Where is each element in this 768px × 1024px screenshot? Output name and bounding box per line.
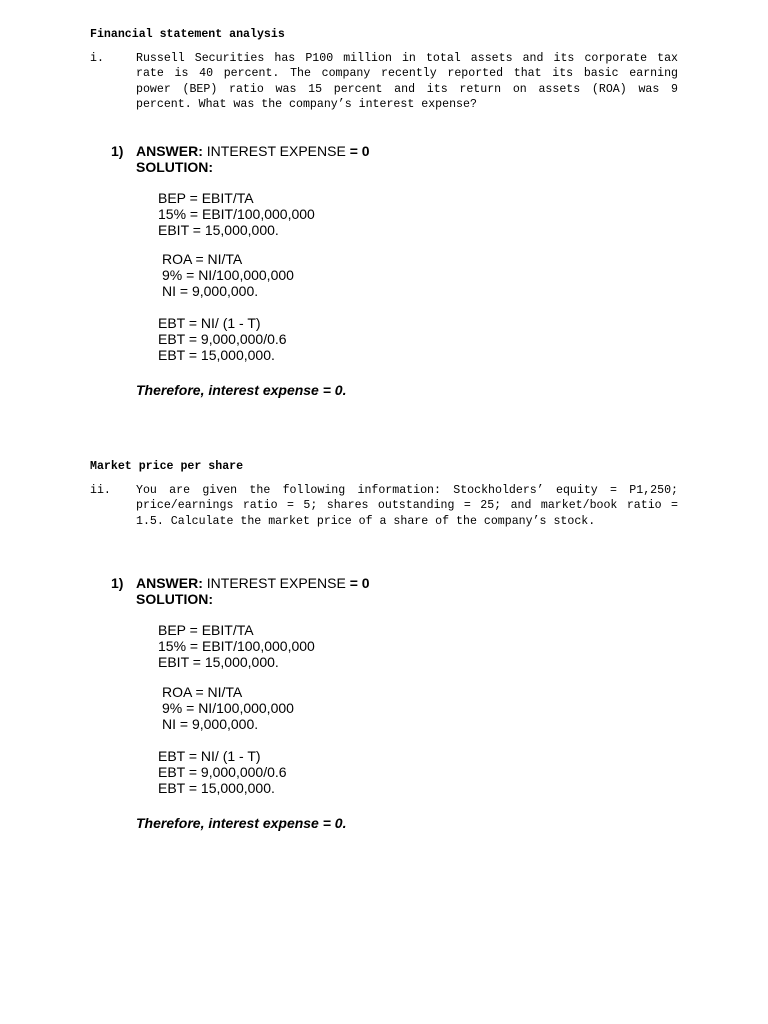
answer-line (111, 576, 370, 592)
equation-line: EBT = NI/ (1 - T) (158, 748, 261, 764)
bep-equations (158, 191, 315, 238)
equation-line: EBIT = 15,000,000. (158, 653, 279, 670)
answer-line (111, 144, 370, 160)
answer-label: ANSWER: (136, 143, 203, 159)
section-heading: Market price per share (90, 460, 244, 473)
equation-line: ROA = NI/TA (162, 251, 243, 267)
roa-equations (162, 685, 294, 732)
question-number: ii. (90, 484, 111, 497)
equation-line: NI = 9,000,000. (162, 282, 259, 299)
conclusion: Therefore, interest expense = 0. (136, 815, 347, 831)
answer-text: INTEREST EXPENSE (206, 143, 346, 159)
equation-line: EBT = 15,000,000. (158, 346, 275, 363)
equation-line: ROA = NI/TA (162, 684, 243, 700)
equation-line: 15% = EBIT/100,000,000 (158, 205, 315, 222)
equation-line: 9% = NI/100,000,000 (162, 699, 294, 716)
bep-equations (158, 623, 315, 670)
ebt-equations (158, 316, 287, 363)
equation-line: EBT = 9,000,000/0.6 (158, 330, 287, 347)
question-text: Russell Securities has P100 million in total assets and its corporate tax rate is 40 percent. The company recently reported that its basic earning power (BEP) ratio was 15 percent and its return on assets (ROA) was 9 percent. What was the company’s interest expense? (136, 52, 678, 112)
answer-value: = 0 (349, 575, 370, 591)
question-number: i. (90, 52, 104, 65)
equation-line: EBT = 9,000,000/0.6 (158, 763, 287, 780)
equation-line: BEP = EBIT/TA (158, 622, 254, 638)
roa-equations (162, 252, 294, 299)
solution-label: SOLUTION: (136, 159, 213, 175)
answer-label: ANSWER: (136, 575, 203, 591)
answer-number: 1) (111, 143, 124, 159)
equation-line: EBT = 15,000,000. (158, 779, 275, 796)
conclusion: Therefore, interest expense = 0. (136, 382, 347, 398)
solution-label: SOLUTION: (136, 591, 213, 607)
answer-value: = 0 (349, 143, 370, 159)
equation-line: NI = 9,000,000. (162, 715, 259, 732)
answer-text: INTEREST EXPENSE (206, 575, 346, 591)
ebt-equations (158, 749, 287, 796)
equation-line: BEP = EBIT/TA (158, 190, 254, 206)
question-text: You are given the following information: Stockholders’ equity = P1,250; price/earnings ratio = 5; shares outstanding = 25; and market/book ratio = 1.5. Calculate the market price of a share of the company’s stock. (136, 484, 678, 528)
equation-line: 15% = EBIT/100,000,000 (158, 637, 315, 654)
answer-number: 1) (111, 575, 124, 591)
equation-line: EBT = NI/ (1 - T) (158, 315, 261, 331)
section-heading: Financial statement analysis (90, 28, 285, 41)
equation-line: 9% = NI/100,000,000 (162, 266, 294, 283)
equation-line: EBIT = 15,000,000. (158, 221, 279, 238)
